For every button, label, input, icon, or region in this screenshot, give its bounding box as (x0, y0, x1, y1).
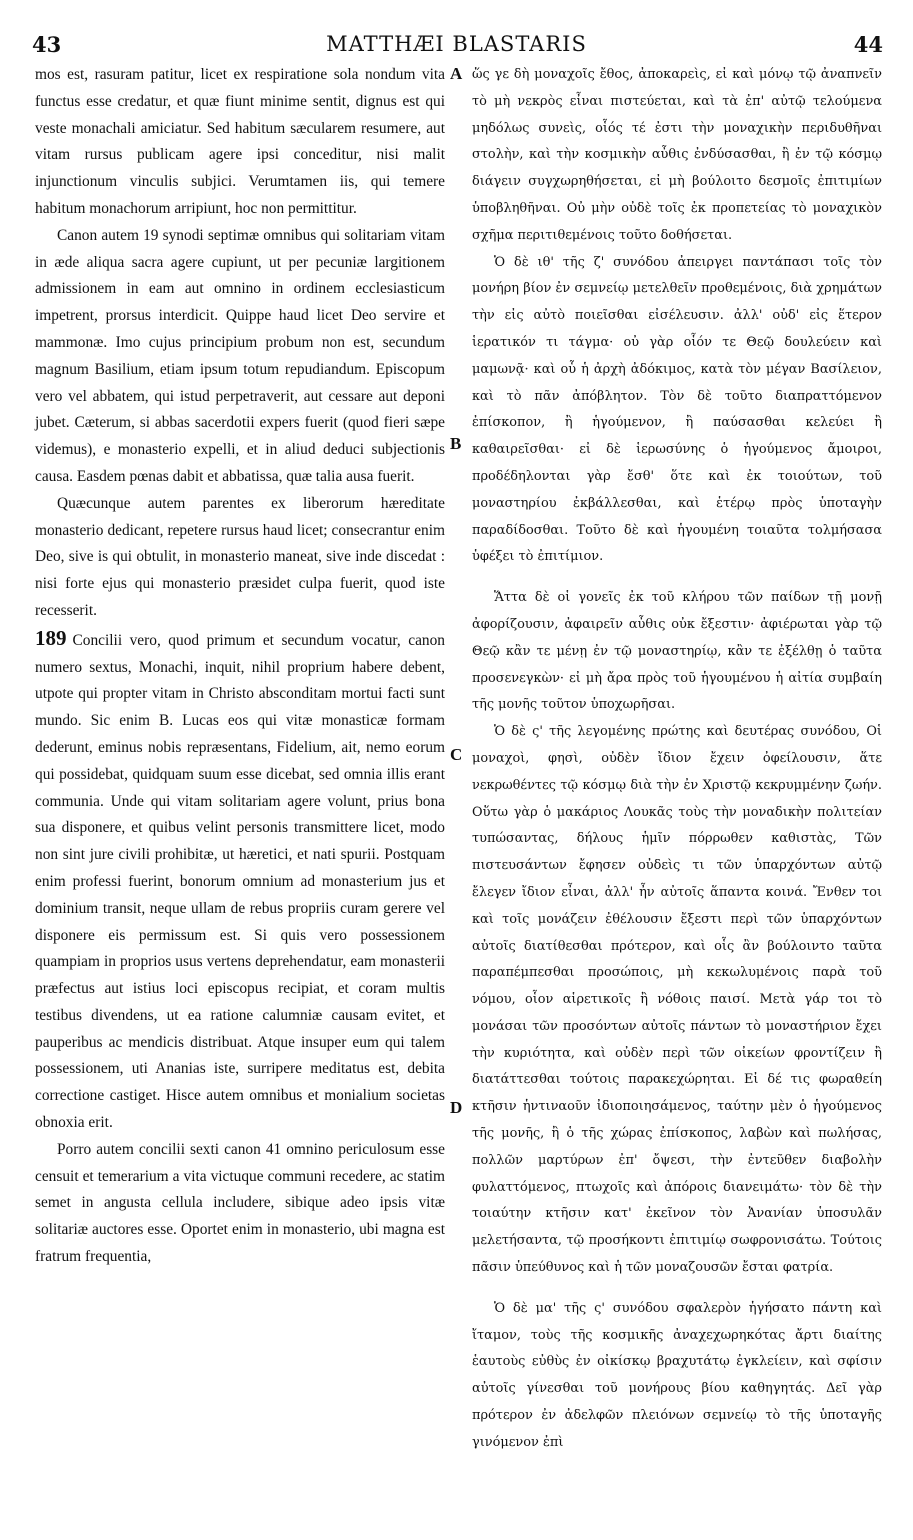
running-header (0, 22, 913, 62)
latin-paragraph-2: Canon autem 19 synodi septimæ omnibus qui solitariam vitam in æde aliqua sacra agere cupiunt, ut per pecuniæ largitionem admissionem in eam aut omnino in ordinem ecclesiasticum impetrent, prorsus interdicit. Quippe haud licet Deo servire et mammonæ. Imo cujus principium probum non est, secundum magnum Basilium, etiam ipsum totum repudiandum. Episcopum vero vel abbatem, qui istud perpetraverit, aut cessare aut deponi jubet. Cæterum, si abbas sacerdotii expers fuerit (quod fieri sæpe videmus), e monasterio expelli, et in aliud deduci subjectionis causa. Easdem pœnas dabit et abbatissa, quæ talia ausa fuerit. (35, 226, 445, 485)
margin-marker-d: D (450, 1098, 463, 1117)
greek-paragraph-4: Ὁ δὲ ς' τῆς λεγομένης πρώτης καὶ δευτέρας συνόδου, Οἱ μοναχοὶ, φησὶ, οὐδὲν ἴδιον ἔχειν ὀφείλουσιν, ἅτε νεκρωθέντες τῷ κόσμῳ διὰ τὴν ἐν Χριστῷ κεκρυμμένην ζωήν. Οὕτω γὰρ ὁ μακάριος Λουκᾶς τοὺς τὴν μοναδικὴν πολιτείαν τυπώσαντας, δήλους ἡμῖν πόρρωθεν καθιστὰς, Τῶν πιστευσάντων ἔφησεν οὐδεὶς τι τῶν ὑπαρχόντων αὐτῷ ἔλεγεν ἴδιον εἶναι, ἀλλ' ἦν αὐτοῖς ἅπαντα κοινά. Ἔνθεν τοι καὶ τοῖς μονάζειν ἐθέλουσιν ἔξεστι περὶ τῶν ὑπαρχόντων αὐτοῖς διατίθεσθαι πρότερον, καὶ οἷς ἂν βούλοιντο ταῦτα παραπέμπεσθαι προσώποις, μὴ κεκωλυμένοις παρὰ τοῦ νόμου, οἷον αἱρετικοῖς ἢ νόθοις παισί. Μετὰ γάρ τοι τὸ μονάσαι τῶν προσόντων αὐτοῖς πάντων τὸ μοναστήριον ἔχει τὴν κυριότητα, καὶ οὐδὲν περὶ τῶν οἰκείων φροντίζειν ἢ διατάττεσθαι τούτοις παρακεχώρηται. Εἰ δέ τις φωραθείη κτῆσιν ἡντιναοῦν ἰδιοποιησάμενος, ταύτην μὲν ὁ ἡγούμενος τῆς μονῆς, ἢ ὁ τῆς χώρας ἐπίσκοπος, λαβὼν καὶ πωλήσας, πολλῶν μαρτύρων ἐπ' ὄψεσι, τὴν ἐντεῦθεν διαβολὴν φυλαττόμενος, πτωχοῖς καὶ ἀπόροις διανειμάτω· τὸν δὲ τὴν τοιαύτην κτῆσιν κατ' ἐκεῖνον τὸν Ἀνανίαν ὑποσυλᾶν μελετήσαντα, τῷ προσήκοντι ἐπιτιμίῳ σωφρονισάτω. Τούτοις πᾶσιν ὑπεύθυνος καὶ ἡ τῶν μοναζουσῶν ἔσται φατρία. (472, 724, 882, 1276)
greek-paragraph-2: Ὁ δὲ ιθ' τῆς ζ' συνόδου ἀπειργει παντάπασι τοῖς τὸν μονήρη βίον ἐν σεμνείῳ μετελθεῖν προθεμένοις, διὰ χρημάτων τὴν εἰς αὐτὸ ποιεῖσθαι εἰσέλευσιν. ἀλλ' οὐδ' εἰς ἕτερον ἱερατικόν τι τάγμα· οὐ γὰρ οἷόν τε Θεῷ δουλεύειν καὶ μαμωνᾷ· καὶ οὗ ἡ ἀρχὴ ἀδόκιμος, κατὰ τὸν μέγαν Βασίλειον, καὶ τὸ πᾶν ἀπόβλητον. Τὸν δὲ τοῦτο διαπραττόμενον ἐπίσκοπον, ἢ ἡγούμενον, ἢ παύσασθαι κελεύει ἢ καθαιρεῖσθαι· εἰ δὲ ἱερωσύνης ὁ ἡγούμενος ἄμοιροι, προδέδηλονται γὰρ ἔσθ' ὅτε καὶ ἐκ τοιούτων, τοῦ μοναστηρίου ἐκβάλλεσθαι, καὶ ἑτέρῳ πρὸς ὑποταγὴν παραδίδοσθαι. Τοῦτο δὲ καὶ ἡγουμένη τοιαῦτα τολμήσασα ὑφέξει τὸ ἐπιτίμιον. (472, 254, 882, 565)
greek-paragraph-5: Ὁ δὲ μα' τῆς ς' συνόδου σφαλερὸν ἡγήσατο πάντη καὶ ἴταμον, τοὺς τῆς κοσμικῆς ἀναχεχωρηκότας ἄρτι διαίτης ἑαυτοὺς εὐθὺς ἐν οἰκίσκῳ βραχυτάτῳ ἐγκλείειν, καὶ σφίσιν αὐτοῖς γίνεσθαι τοῦ μονήρους βίου καθηγητάς. Δεῖ γὰρ πρότερον ἐν ἀδελφῶν πλειόνων σεμνείῳ τὸ τῆς ὑποταγῆς γινόμενον ἐπὶ (472, 1300, 882, 1450)
section-number: 189 (35, 625, 67, 650)
latin-paragraph-4 (35, 625, 445, 1137)
running-title: MATTHÆI BLASTARIS (326, 32, 587, 56)
right-page-number: 44 (853, 32, 883, 57)
margin-marker-a: A (450, 64, 463, 83)
latin-column (35, 62, 445, 1271)
greek-paragraph-3: Ἅττα δὲ οἱ γονεῖς ἐκ τοῦ κλήρου τῶν παίδων τῇ μονῇ ἀφορίζουσιν, ἀφαιρεῖν αὖθις οὐκ ἔξεστιν· ἀφιέρωται γὰρ τῷ Θεῷ κἂν τε μένῃ ἐν τῷ μοναστηρίῳ, κἂν τε ἐξέλθῃ ὁ ταῦτα προσενεγκὼν· εἰ μὴ ἄρα πρὸς τοῦ ἡγουμένου ἡ αἰτία συμβαίη τῆς μονῆς τοῦτον ὑποχωρῆσαι. (472, 590, 882, 713)
margin-marker-c: C (450, 745, 463, 764)
greek-paragraph-1: ὥς γε δὴ μοναχοῖς ἔθος, ἀποκαρεὶς, εἰ καὶ μόνῳ τῷ ἀναπνεῖν τὸ μὴ νεκρὸς εἶναι πιστεύεται, καὶ τὰ ἐπ' αὐτῷ τελούμενα μηδόλως συνεὶς, οἷός τέ ἐστι τὴν μοναχικὴν περιδυθῆναι στολὴν, καὶ τὴν κοσμικὴν αὖθις ἐνδύσασθαι, ἢ ἐν τῷ κόσμῳ διάγειν συγχωρηθήσεται, εἰ μὴ βούλοιτο δεσμοῖς ἐπιτιμίων ὑποβληθῆναι. Οὐ μὴν οὐδὲ τοῖς ἐκ προπετείας τὸ μοναχικὸν σχῆμα περιτιθεμένοις τοῦτο δοθήσεται. (472, 67, 882, 243)
latin-paragraph-3: Quæcunque autem parentes ex liberorum hæreditate monasterio dedicant, repetere rursus haud licet; consecrantur enim Deo, sive is qui obtulit, in monasterio maneat, sive inde discedat : nisi forte ejus qui monasterio præsidet culpa fuerit, quod iste recesserit. (35, 494, 445, 619)
latin-paragraph-4-text: Concilii vero, quod primum et secundum vocatur, canon numero sextus, Monachi, inquit, nihil proprium habere debent, utpote qui propter vitam in Christo absconditam mortui facti sunt mundo. Sic enim B. Lucas eos qui vitæ monasticæ formam dederunt, eminus nobis repræsentans, Fidelium, ait, nemo eorum qui possidebat, quidquam suum esse dicebat, sed omnia illis erant communia. Unde qui vitam solitariam agere volunt, prius bona sua disponere, et quibus velint personis transmittere licet, modo non sint jure civili prohibitæ, ut hæretici, et nati spurii. Postquam enim professi fuerint, bonorum omnium ad monasterium jus et dominium transit, neque ullam de rebus propriis curam gerere vel disponere eis permissum est. Si quis vero possessionem quampiam in proprios usus vertens deprehendatur, eam monasterii præfectus aut istius loci episcopus recipiat, et coram multis testibus divendens, ut ea ratione calumniæ causam evitet, et pauperibus ac mendicis distribuat. Atque insuper eum qui talem possessionem, uti Ananias iste, surripere meditatus est, debita correctione castiget. Hisce autem omnibus et monialium societas obnoxia erit. (35, 631, 445, 1132)
latin-paragraph-5: Porro autem concilii sexti canon 41 omnino periculosum esse censuit et temerarium a vita victuque communi recedere, ac statim semet in angusta cellula includere, sibique adeo ipsis vitæ solitariæ auctores esse. Oportet enim in monasterio, ubi magna est fratrum frequentia, (35, 1140, 445, 1266)
greek-column (472, 62, 882, 1457)
left-page-number: 43 (32, 32, 62, 57)
latin-paragraph-1: mos est, rasuram patitur, licet ex respiratione sola nondum vita functus esse credatur, et quæ fiunt minime sentit, dignus est qui veste monachali amiciatur. Sed habitum sæcularem resumere, aut vitam rursus publicam agere ipsi conceditur, nisi malit injunctionum vinculis subjici. Verumtamen iis, qui temere habitum monachorum arripiunt, hoc non permittitur. (35, 66, 445, 217)
margin-marker-b: B (450, 434, 462, 453)
